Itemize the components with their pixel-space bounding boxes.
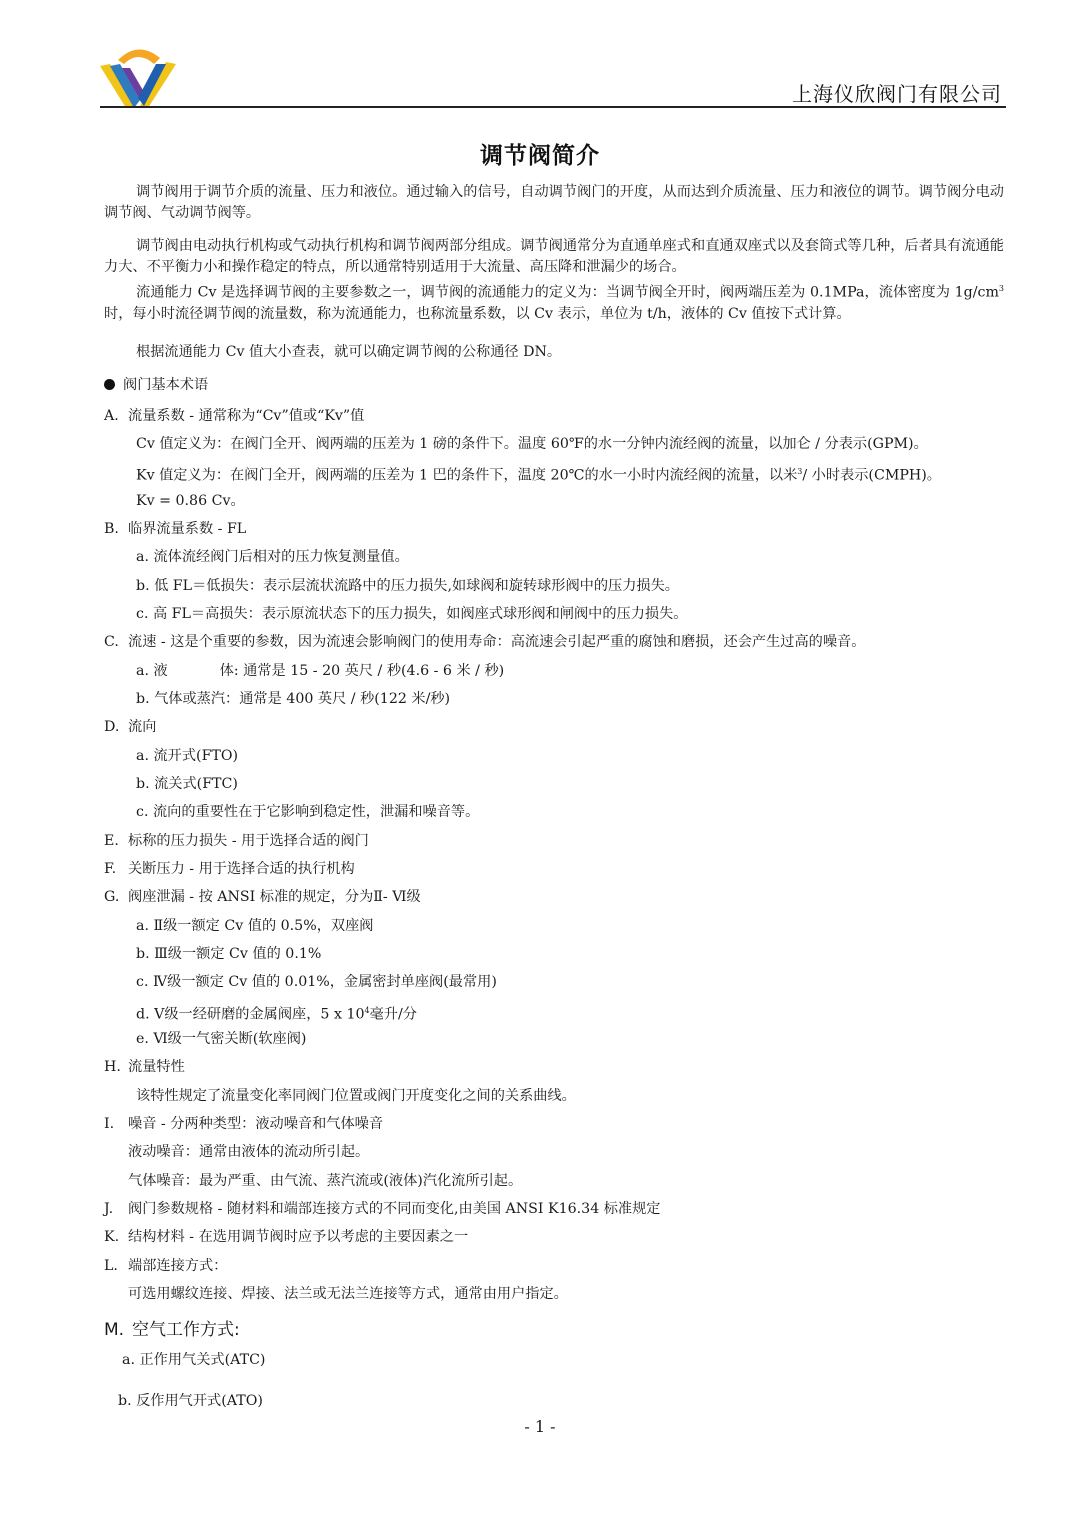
term-e-title: 标称的压力损失 - 用于选择合适的阀门 <box>128 833 369 849</box>
term-c-item-a: a. 液 体: 通常是 15 - 20 英尺 / 秒(4.6 - 6 米 / 秒) <box>136 663 505 679</box>
term-g-label: G. <box>104 889 120 905</box>
bullet-icon <box>104 379 115 390</box>
company-logo <box>96 42 180 110</box>
term-c-item-b: b. 气体或蒸汽：通常是 400 英尺 / 秒(122 米/秒) <box>136 691 451 707</box>
term-l-label: L. <box>104 1258 118 1274</box>
term-b-item: b. 低 FL＝低损失：表示层流状流路中的压力损失,如球阀和旋转球形阀中的压力损失。 <box>136 578 679 594</box>
term-m-item-a: a. 正作用气关式(ATC) <box>122 1352 266 1368</box>
page-title: 调节阀简介 <box>480 142 600 169</box>
term-e-label: E. <box>104 833 119 849</box>
term-k-label: K. <box>104 1229 120 1245</box>
cv-definition: Cv 值定义为：在阀门全开、阀两端的压差为 1 磅的条件下。温度 60℉的水一分钟内流经阀的流量，以加仑 / 分表示(GPM)。 <box>136 436 928 452</box>
term-j-title: 阀门参数规格 - 随材料和端部连接方式的不同而变化,由美国 ANSI K16.34 标准规定 <box>128 1201 661 1217</box>
term-g-item: c. Ⅳ级一额定 Cv 值的 0.01%，金属密封单座阀(最常用) <box>136 974 497 990</box>
term-g-item-d: d. Ⅴ级一经研磨的金属阀座，5 x $10^4$毫升/分 <box>136 1006 417 1023</box>
term-g-title: 阀座泄漏 - 按 ANSI 标准的规定，分为Ⅱ- Ⅵ级 <box>128 889 421 905</box>
logo-arc <box>118 49 160 64</box>
term-d-item: c. 流向的重要性在于它影响到稳定性，泄漏和噪音等。 <box>136 804 480 820</box>
term-g-item-e: e. Ⅵ级一气密关断(软座阀) <box>136 1031 307 1047</box>
term-b-item: c. 高 FL＝高损失：表示原流状态下的压力损失，如阀座式球形阀和闸阀中的压力损失。 <box>136 606 688 622</box>
term-h-title: 流量特性 <box>128 1059 185 1075</box>
intro-paragraph-1: 调节阀用于调节介质的流量、压力和液位。通过输入的信号，自动调节阀门的开度，从而达到介质流量、压力和液位的调节。调节阀分电动调节阀、气动调节阀等。 <box>104 184 1004 221</box>
section-heading: 阀门基本术语 <box>104 374 208 394</box>
term-l-desc: 可选用螺纹连接、焊接、法兰或无法兰连接等方式，通常由用户指定。 <box>128 1286 568 1302</box>
term-b-label: B. <box>104 521 119 537</box>
term-k-title: 结构材料 - 在选用调节阀时应予以考虑的主要因素之一 <box>128 1229 469 1245</box>
liquid-noise: 液动噪音：通常由液体的流动所引起。 <box>128 1144 370 1160</box>
header-divider <box>100 106 1006 108</box>
term-b-title: 临界流量系数 - FL <box>128 521 247 537</box>
term-a-label: A. <box>104 408 119 424</box>
intro-paragraph-3: 流通能力 Cv 是选择调节阀的主要参数之一，调节阀的流通能力的定义为：当调节阀全开时，阀两端压差为 0.1MPa，流体密度为 $1g/cm^3$时，每小时流径调节阀的流量数，称为流通能力，也称流量系数，以 Cv 表示，单位为 t/h，液体的 Cv 值按下式计算。 <box>104 284 1004 322</box>
intro-paragraph-2: 调节阀由电动执行机构或气动执行机构和调节阀两部分组成。调节阀通常分为直通单座式和直通双座式以及套筒式等几种，后者具有流通能力大、不平衡力小和操作稳定的特点，所以通常特别适用于大流量、高压降和泄漏少的场合。 <box>104 238 1004 275</box>
term-f-title: 关断压力 - 用于选择合适的执行机构 <box>128 861 355 877</box>
term-h-desc: 该特性规定了流量变化率同阀门位置或阀门开度变化之间的关系曲线。 <box>136 1088 576 1104</box>
term-d-title: 流向 <box>128 719 157 735</box>
term-i-title: 噪音 - 分两种类型：液动噪音和气体噪音 <box>128 1116 384 1132</box>
kv-definition: Kv 值定义为：在阀门全开，阀两端的压差为 1 巴的条件下，温度 20℃的水一小时内流经阀的流量，以米$^3$/ 小时表示(CMPH)。 <box>136 467 941 484</box>
term-i-label: I. <box>104 1116 115 1132</box>
term-c-label: C. <box>104 634 119 650</box>
kv-formula: Kv = 0.86 Cv。 <box>136 493 245 509</box>
term-g-item: a. Ⅱ级一额定 Cv 值的 0.5%，双座阀 <box>136 918 374 934</box>
term-c-title: 流速 - 这是个重要的参数，因为流速会影响阀门的使用寿命：高流速会引起严重的腐蚀和磨损，还会产生过高的噪音。 <box>128 634 866 650</box>
gas-noise: 气体噪音：最为严重、由气流、蒸汽流或(液体)汽化流所引起。 <box>128 1173 523 1189</box>
term-m-item-b: b. 反作用气开式(ATO) <box>118 1393 263 1409</box>
page-number: - 1 - <box>524 1417 556 1436</box>
term-a-title: 流量系数 - 通常称为“Cv”值或“Kv”值 <box>128 408 365 424</box>
term-m-title: 空气工作方式: <box>132 1320 240 1340</box>
term-d-item: b. 流关式(FTC) <box>136 776 238 792</box>
term-m-label: M. <box>104 1320 125 1340</box>
company-name: 上海仪欣阀门有限公司 <box>792 82 1002 106</box>
term-g-item: b. Ⅲ级一额定 Cv 值的 0.1% <box>136 946 322 962</box>
term-b-item: a. 流体流经阀门后相对的压力恢复测量值。 <box>136 549 409 565</box>
term-d-item: a. 流开式(FTO) <box>136 748 239 764</box>
term-l-title: 端部连接方式： <box>128 1258 228 1274</box>
term-f-label: F. <box>104 861 117 877</box>
intro-paragraph-4: 根据流通能力 Cv 值大小查表，就可以确定调节阀的公称通径 DN。 <box>136 344 562 360</box>
term-j-label: J. <box>104 1201 114 1217</box>
term-h-label: H. <box>104 1059 121 1075</box>
term-d-label: D. <box>104 719 120 735</box>
